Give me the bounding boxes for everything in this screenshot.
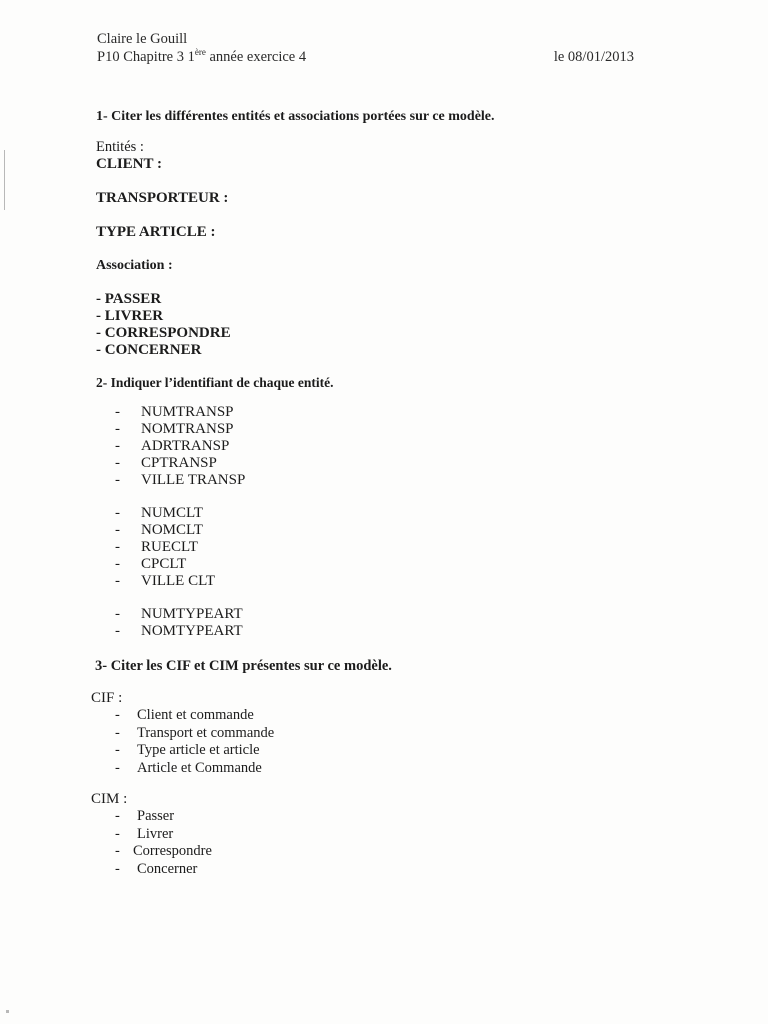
list-item <box>115 438 245 455</box>
identifier-list-type-article <box>115 606 243 640</box>
list-item <box>115 455 245 472</box>
list-item-text: Passer <box>137 808 175 824</box>
author-text: Claire le Gouill <box>97 31 188 47</box>
list-item-text: Concerner <box>137 860 198 877</box>
dash: - <box>115 742 120 758</box>
cim-list <box>115 808 212 878</box>
entity-transporteur: TRANSPORTEUR : <box>96 190 229 206</box>
list-item-text: Article et Commande <box>137 759 262 776</box>
list-item-text: Client et commande <box>137 707 254 723</box>
dash: - <box>115 843 120 859</box>
scan-artifact <box>4 150 5 210</box>
association-label: Association : <box>96 258 173 273</box>
list-item <box>115 826 212 844</box>
list-item <box>115 843 212 861</box>
list-item-text: NOMTRANSP <box>141 421 234 437</box>
dash: - <box>115 421 120 437</box>
identifier-list-client <box>115 505 215 590</box>
list-item <box>115 808 212 826</box>
dash: - <box>115 623 120 639</box>
dash: - <box>115 573 120 589</box>
dash: - <box>115 556 120 572</box>
course-line <box>97 49 306 67</box>
cim-label: CIM : <box>91 791 128 807</box>
list-item-text: Transport et commande <box>137 724 275 741</box>
question-2: 2- Indiquer l’identifiant de chaque entité. <box>96 375 334 390</box>
list-item <box>115 505 215 522</box>
dash: - <box>115 438 120 454</box>
question-3: 3- Citer les CIF et CIM présentes sur ce modèle. <box>95 658 392 674</box>
document-date: le 08/01/2013 <box>553 49 634 65</box>
identifier-list-transporteur <box>115 404 245 489</box>
dash: - <box>115 606 120 622</box>
association-item: - CORRESPONDRE <box>96 325 231 341</box>
course-superscript: ère <box>194 47 206 57</box>
cif-list <box>115 707 274 777</box>
list-item <box>115 725 274 743</box>
list-item-text: NUMTRANSP <box>141 404 234 420</box>
dash: - <box>115 505 120 521</box>
list-item <box>115 472 245 489</box>
list-item-text: NOMCLT <box>141 522 203 538</box>
list-item <box>115 556 215 573</box>
list-item-text: VILLE TRANSP <box>141 472 246 488</box>
list-item-text: NUMCLT <box>141 505 203 521</box>
list-item-text: NUMTYPEART <box>141 606 243 622</box>
dash: - <box>115 724 120 741</box>
question-1: 1- Citer les différentes entités et associations portées sur ce modèle. <box>96 109 495 124</box>
dash: - <box>115 522 120 538</box>
list-item-text: CPCLT <box>141 556 187 572</box>
list-item <box>115 404 245 421</box>
list-item-text: ADRTRANSP <box>141 438 230 454</box>
dash: - <box>115 455 120 471</box>
dash: - <box>115 404 120 420</box>
list-item <box>115 573 215 590</box>
list-item-text: CPTRANSP <box>141 455 217 471</box>
dash: - <box>115 472 120 488</box>
scan-artifact <box>6 1010 9 1013</box>
list-item-text: Correspondre <box>133 843 212 859</box>
association-item: - CONCERNER <box>96 342 202 358</box>
dash: - <box>115 860 120 877</box>
list-item-text: Type article et article <box>137 742 260 758</box>
entity-type-article: TYPE ARTICLE : <box>96 224 216 240</box>
list-item-text: RUECLT <box>141 539 198 555</box>
list-item <box>115 421 245 438</box>
list-item-text: NOMTYPEART <box>141 623 243 639</box>
dash: - <box>115 539 120 555</box>
association-item: - LIVRER <box>96 308 164 324</box>
list-item-text: VILLE CLT <box>141 573 216 589</box>
dash: - <box>115 759 120 776</box>
dash: - <box>115 825 120 842</box>
dash: - <box>115 707 120 723</box>
entity-client: CLIENT : <box>96 156 162 172</box>
list-item <box>115 539 215 556</box>
list-item <box>115 522 215 539</box>
entities-label: Entités : <box>96 139 144 155</box>
author-name <box>97 31 187 48</box>
cif-label: CIF : <box>91 690 123 706</box>
course-prefix: P10 Chapitre 3 1 <box>97 49 195 65</box>
list-item <box>115 742 274 760</box>
association-list <box>96 291 231 359</box>
course-suffix: année exercice 4 <box>205 49 307 65</box>
list-item <box>115 606 243 623</box>
list-item <box>115 707 274 725</box>
list-item <box>115 760 274 778</box>
dash: - <box>115 808 120 824</box>
association-item: - PASSER <box>96 291 162 307</box>
list-item <box>115 623 243 640</box>
list-item-text: Livrer <box>137 825 174 842</box>
list-item <box>115 861 212 879</box>
